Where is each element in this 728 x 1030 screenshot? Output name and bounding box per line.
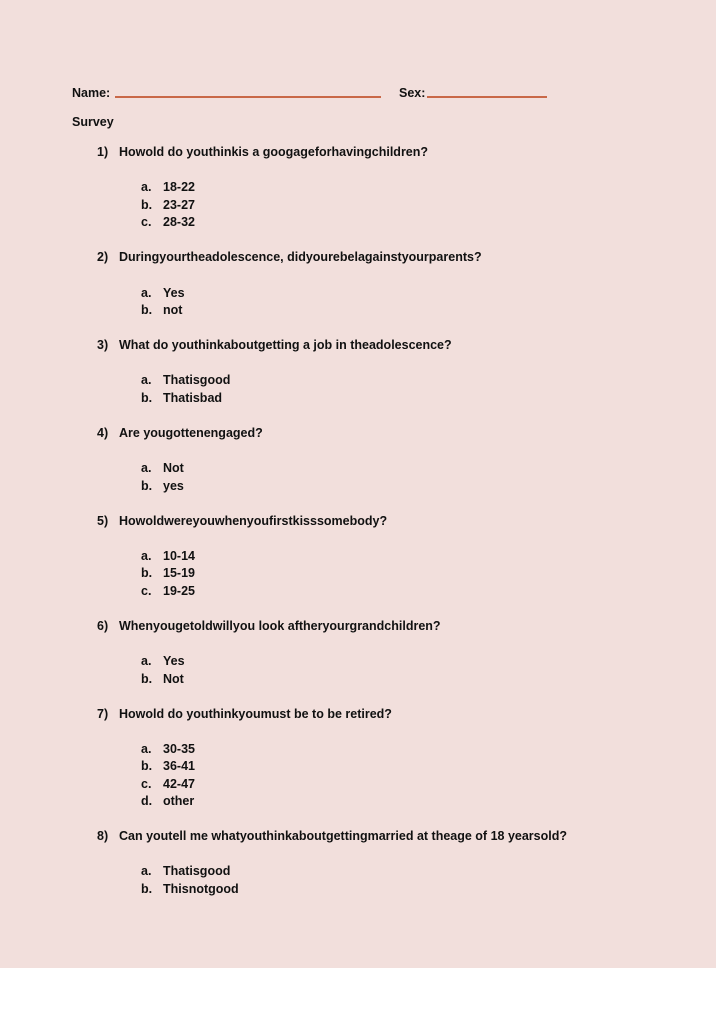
question-2-option-b[interactable] [141,303,182,317]
question-6-option-a[interactable] [141,654,185,668]
option-text: 23-27 [163,198,195,212]
question-number: 4) [97,426,109,440]
question-text: Duringyourtheadolescence, didyourebelagainstyourparents? [119,250,482,264]
option-letter: a. [141,180,152,194]
option-text: 10-14 [163,549,195,563]
option-text: 19-25 [163,584,195,598]
question-7-option-c[interactable] [141,777,195,791]
question-6 [97,619,441,633]
question-number: 6) [97,619,109,633]
question-text: Whenyougetoldwillyou look aftheryourgrandchildren? [119,619,441,633]
option-letter: c. [141,584,152,598]
question-text: Howold do youthinkis a googageforhavingchildren? [119,145,429,159]
question-number: 8) [97,829,109,843]
question-number: 5) [97,514,109,528]
question-8-option-b[interactable] [141,882,239,896]
option-text: 18-22 [163,180,195,194]
question-3 [97,338,452,352]
survey-title: Survey [72,115,114,129]
question-1-option-c[interactable] [141,215,195,229]
question-number: 2) [97,250,109,264]
question-8 [97,829,567,843]
question-3-option-b[interactable] [141,391,222,405]
option-letter: b. [141,882,153,896]
option-text: Yes [163,286,185,300]
option-letter: b. [141,198,153,212]
option-text: 30-35 [163,742,195,756]
question-number: 3) [97,338,109,352]
question-2 [97,250,482,264]
option-letter: b. [141,672,153,686]
option-text: 42-47 [163,777,195,791]
question-text: What do youthinkaboutgetting a job in theadolescence? [119,338,452,352]
option-text: Not [163,461,184,475]
option-text: 15-19 [163,566,195,580]
question-5-option-b[interactable] [141,566,195,580]
option-text: Yes [163,654,185,668]
option-letter: a. [141,373,152,387]
question-text: Are yougottenengaged? [119,426,263,440]
option-letter: b. [141,566,153,580]
question-1 [97,145,428,159]
sex-label: Sex: [399,86,426,100]
question-2-option-a[interactable] [141,286,185,300]
option-text: 36-41 [163,759,195,773]
name-blank-line[interactable] [115,96,381,98]
question-1-option-a[interactable] [141,180,195,194]
question-5-option-a[interactable] [141,549,195,563]
question-7-option-b[interactable] [141,759,195,773]
option-letter: a. [141,654,152,668]
question-number: 1) [97,145,109,159]
question-5 [97,514,387,528]
option-text: Not [163,672,184,686]
option-text: Thatisgood [163,864,231,878]
name-label: Name: [72,86,111,100]
question-8-option-a[interactable] [141,864,230,878]
option-text: yes [163,479,184,493]
option-letter: a. [141,461,152,475]
question-number: 7) [97,707,109,721]
question-7-option-a[interactable] [141,742,195,756]
option-letter: b. [141,479,153,493]
option-letter: b. [141,391,153,405]
question-4-option-a[interactable] [141,461,184,475]
question-text: Howoldwereyouwhenyoufirstkisssomebody? [119,514,388,528]
question-text: Can youtell me whatyouthinkaboutgettingmarried at theage of 18 yearsold? [119,829,567,843]
option-letter: b. [141,759,153,773]
option-text: Thatisgood [163,373,231,387]
question-5-option-c[interactable] [141,584,195,598]
question-7 [97,707,392,721]
option-letter: c. [141,777,152,791]
question-4-option-b[interactable] [141,479,184,493]
option-text: Thisnotgood [163,882,239,896]
option-letter: d. [141,794,153,808]
option-letter: a. [141,742,152,756]
option-letter: a. [141,286,152,300]
question-3-option-a[interactable] [141,373,230,387]
question-text: Howold do youthinkyoumust be to be retired? [119,707,392,721]
option-text: not [163,303,183,317]
option-text: Thatisbad [163,391,223,405]
option-letter: a. [141,549,152,563]
option-letter: c. [141,215,152,229]
option-letter: b. [141,303,153,317]
question-7-option-d[interactable] [141,794,194,808]
option-text: 28-32 [163,215,195,229]
option-text: other [163,794,195,808]
option-letter: a. [141,864,152,878]
question-4 [97,426,263,440]
question-1-option-b[interactable] [141,198,195,212]
question-6-option-b[interactable] [141,672,184,686]
sex-blank-line[interactable] [427,96,547,98]
